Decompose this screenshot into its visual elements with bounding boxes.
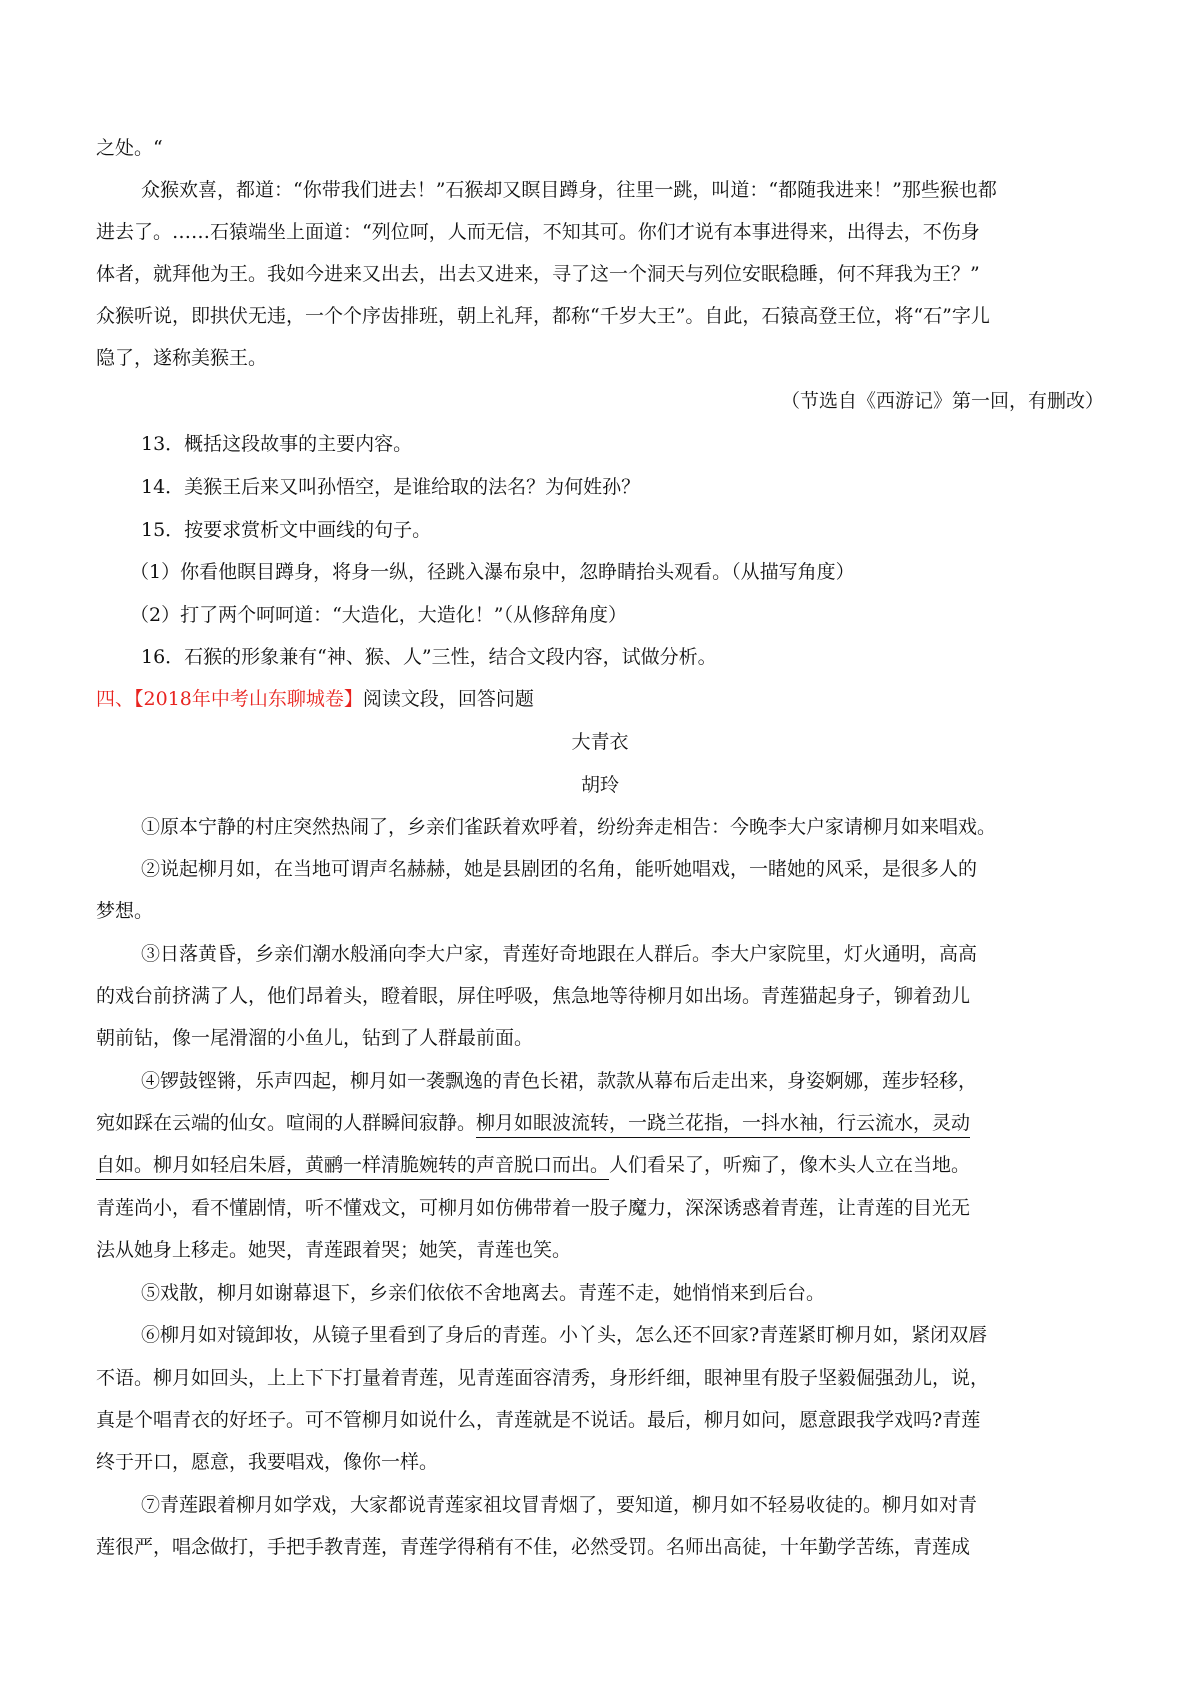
source-citation: （节选自《西游记》第一回，有删改） (780, 390, 1104, 412)
paragraph-line: 众猴听说，即拱伏无违，一个个序齿排班，朝上礼拜，都称“千岁大王”。自此，石猿高登王位，将“石”字儿 (96, 305, 990, 327)
paragraph-line (0, 1111, 1200, 1135)
story-author: 胡玲 (580, 774, 619, 796)
question-15-2: （2）打了两个呵呵道：“大造化，大造化！”（从修辞角度） (130, 604, 628, 626)
paragraph-line (0, 1153, 1200, 1177)
paragraph-line: 隐了，遂称美猴王。 (96, 347, 268, 369)
paragraph-line: 众猴欢喜，都道：“你带我们进去！”石猴却又瞑目蹲身，往里一跳，叫道：“都随我进来！”那些猴也都 (141, 179, 997, 201)
paragraph-line: 终于开口，愿意，我要唱戏，像你一样。 (96, 1451, 439, 1473)
question-15: 15．按要求赏析文中画线的句子。 (141, 519, 432, 541)
question-13: 13．概括这段故事的主要内容。 (141, 433, 413, 455)
paragraph-line: 青莲尚小，看不懂剧情，听不懂戏文，可柳月如仿佛带着一股子魔力，深深诱惑着青莲，让青莲的目光无 (96, 1197, 971, 1219)
section-number: 四、 (96, 688, 135, 710)
story-title: 大青衣 (571, 731, 629, 753)
plain-text: 人们看呆了，听痴了，像木头人立在当地。 (609, 1154, 971, 1176)
plain-text: 宛如踩在云端的仙女。喧闹的人群瞬间寂静。 (96, 1112, 477, 1134)
underlined-sentence: 自如。柳月如轻启朱唇，黄鹂一样清脆婉转的声音脱口而出。 (96, 1154, 609, 1180)
paragraph-line: 之处。“ (96, 137, 163, 159)
paragraph-line: 真是个唱青衣的好坯子。可不管柳月如说什么，青莲就是不说话。最后，柳月如问，愿意跟我学戏吗?青莲 (96, 1409, 981, 1431)
paragraph-line: ⑥柳月如对镜卸妆，从镜子里看到了身后的青莲。小丫头，怎么还不回家?青莲紧盯柳月如，紧闭双唇 (141, 1324, 988, 1346)
paragraph-line: 不语。柳月如回头，上上下下打量着青莲，见青莲面容清秀，身形纤细，眼神里有股子坚毅倔强劲儿，说， (96, 1367, 990, 1389)
exam-source-tag: 【2018年中考山东聊城卷】 (134, 688, 363, 710)
paragraph-line: ⑤戏散，柳月如谢幕退下，乡亲们依依不舍地离去。青莲不走，她悄悄来到后台。 (141, 1282, 826, 1304)
question-15-1: （1）你看他瞑目蹲身，将身一纵，径跳入瀑布泉中，忽睁睛抬头观看。（从描写角度） (130, 561, 855, 583)
paragraph-line: 莲很严，唱念做打，手把手教青莲，青莲学得稍有不佳，必然受罚。名师出高徒，十年勤学苦练，青莲成 (96, 1536, 971, 1558)
question-14: 14．美猴王后来又叫孙悟空，是谁给取的法名？为何姓孙？ (141, 476, 641, 498)
paragraph-line: ⑦青莲跟着柳月如学戏，大家都说青莲家祖坟冒青烟了，要知道，柳月如不轻易收徒的。柳月如对青 (141, 1494, 978, 1516)
paragraph-line: 法从她身上移走。她哭，青莲跟着哭；她笑，青莲也笑。 (96, 1239, 572, 1261)
paragraph-line: ③日落黄昏，乡亲们潮水般涌向李大户家，青莲好奇地跟在人群后。李大户家院里，灯火通明，高高 (141, 943, 978, 965)
paragraph-line: 朝前钻，像一尾滑溜的小鱼儿，钻到了人群最前面。 (96, 1027, 534, 1049)
paragraph-line: 的戏台前挤满了人，他们昂着头，瞪着眼，屏住呼吸，焦急地等待柳月如出场。青莲猫起身子，铆着劲儿 (96, 985, 971, 1007)
underlined-sentence: 柳月如眼波流转，一跷兰花指，一抖水袖，行云流水，灵动 (476, 1112, 970, 1138)
question-16: 16．石猴的形象兼有“神、猴、人”三性，结合文段内容，试做分析。 (141, 646, 717, 668)
paragraph-line: 梦想。 (96, 900, 154, 922)
paragraph-line: 体者，就拜他为王。我如今进来又出去，出去又进来，寻了这一个洞天与列位安眠稳睡，何不拜我为王？” (96, 263, 980, 285)
section-instruction: 阅读文段，回答问题 (362, 688, 534, 710)
paragraph-line: ④锣鼓铿锵，乐声四起，柳月如一袭飘逸的青色长裙，款款从幕布后走出来，身姿婀娜，莲步轻移， (141, 1070, 978, 1092)
paragraph-line: 进去了。……石猿端坐上面道：“列位呵，人而无信，不知其可。你们才说有本事进得来，出得去，不伤身 (96, 221, 980, 243)
section-header (0, 687, 1200, 711)
paragraph-line: ②说起柳月如，在当地可谓声名赫赫，她是县剧团的名角，能听她唱戏，一睹她的风采，是很多人的 (141, 858, 978, 880)
paragraph-line: ①原本宁静的村庄突然热闹了，乡亲们雀跃着欢呼着，纷纷奔走相告：今晚李大户家请柳月如来唱戏。 (141, 816, 997, 838)
